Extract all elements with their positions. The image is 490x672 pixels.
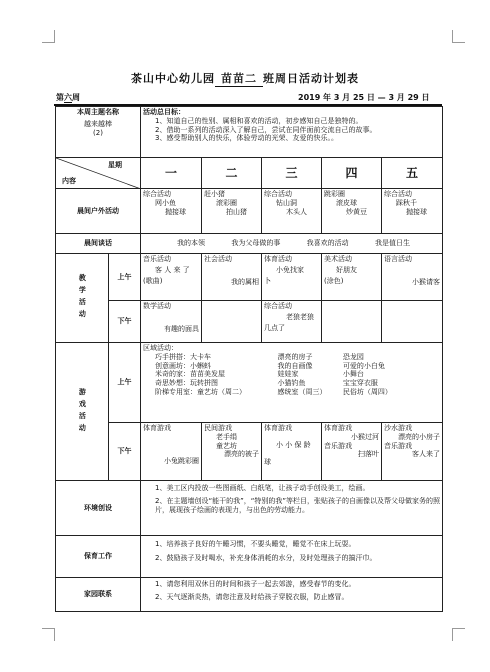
talk-cell [141, 234, 443, 254]
area-row: 巧手拼搭：大卡车 漂亮的房子 恐龙园 [155, 352, 364, 361]
care-row [56, 536, 443, 578]
pm-label: 下午 [109, 423, 141, 481]
teaching-label: 教学活动 [56, 254, 109, 343]
outdoor-cell: 综合活动 钻山洞 木头人 [262, 189, 322, 234]
class-name: 苗苗二 [215, 70, 263, 87]
game-cell: 民间游戏 老手绢 童艺坊 漂亮的被子 [202, 423, 262, 481]
teaching-cell: 社会活动 我的属相 [202, 254, 262, 301]
area-row: 创意画坊：小蝌蚪 我的自画像 可爱的小白兔 [155, 361, 385, 370]
game-cell: 体育游戏 小 小 保 龄 球 [262, 423, 322, 481]
teaching-cell [202, 301, 262, 343]
week-number: 六 [64, 93, 72, 102]
outdoor-cell: 综合活动 网小鱼 抛接球 [141, 189, 202, 234]
environment-row [56, 481, 443, 536]
area-row: 米奇的家：苗苗美发屋 娃娃家 小舞台 [155, 370, 364, 379]
day-wed: 三 [262, 158, 322, 189]
title-suffix: 班周日活动计划表 [263, 72, 359, 85]
game-cell: 体育游戏 小兔跳彩圈 [141, 423, 202, 481]
crop-mark [452, 628, 465, 641]
family-label: 家园联系 [56, 578, 141, 612]
page-title [0, 70, 490, 87]
outdoor-row [56, 189, 443, 234]
teaching-cell: 语言活动 小猴请客 [382, 254, 443, 301]
week-label: 第六周 [56, 93, 80, 102]
care-label: 保育工作 [56, 536, 141, 578]
day-header-row [56, 158, 443, 189]
care-cell: 1、培养孩子良好的午睡习惯，不要头睡觉，睡觉不在床上玩耍。 2、鼓励孩子及时喝水，补充身体消耗的水分，及时处理孩子的搞汗巾。 [141, 536, 443, 578]
goals-cell: 活动总目标： 1、知道自己的性别、属相和喜欢的活动，初步感知自己是独特的。 2、借助一系列的活动深入了解自己，尝试在同伴面前交流自己的故事。 3、感受帮助别人的快乐，体验劳动的光荣、友爱的快乐。。 [141, 107, 443, 158]
talk-item: 我的本领 [177, 239, 205, 248]
teaching-cell: 体育活动 小免找家 卜 [262, 254, 322, 301]
teaching-cell: 美术活动 好朋友 (涂色) [322, 254, 382, 301]
day-thu: 四 [322, 158, 382, 189]
theme-cell: 本周主题名称 越来越棒 (2) [56, 107, 141, 158]
talk-item: 我喜欢的活动 [306, 239, 349, 248]
area-row: 阶梯专用室：童艺坊（周二） 感统室（周三） 民俗坊（周四） [155, 387, 392, 396]
outdoor-cell: 综合活动 踩秋千 抛接球 [382, 189, 443, 234]
family-row [56, 578, 443, 612]
environment-cell: 1、美工区内投放一些图画纸、白纸笔，让孩子动手创设美工，绘画。 2、在主题墙创设“能干的我”，“特别的我”等栏目，张贴孩子的自画像以及帮父母做家务的照片，展现孩子绘画的表现力，与出色的劳动能力。 [141, 481, 443, 536]
goal-item: 2、借助一系列的活动深入了解自己，尝试在同伴面前交流自己的故事。 [155, 125, 377, 134]
outdoor-cell: 赶小猪 滚彩圈 拍山猪 [202, 189, 262, 234]
environment-label: 环境创设 [56, 481, 141, 536]
goal-item: 1、知道自己的性别、属相和喜欢的活动，初步感知自己是独特的。 [155, 116, 363, 125]
school-name: 茶山中心幼儿园 [131, 72, 215, 85]
family-cell: 1、请您利用双休日的时间和孩子一起去郊游，感受春节的变化。 2、天气逐渐炎热，请您注意及时给孩子穿脱衣服，防止感冒。 [141, 578, 443, 612]
talk-item: 我为父母做的事 [231, 239, 281, 248]
goal-item: 3、感受帮助别人的快乐，体验劳动的光荣、友爱的快乐。。 [155, 134, 338, 143]
teaching-cell [322, 301, 382, 343]
talk-item: 我是值日生 [374, 239, 410, 248]
teaching-cell: 数学活动 有趣的面具 [141, 301, 202, 343]
am-label: 上午 [109, 343, 141, 423]
outdoor-label: 晨间户外活动 [56, 189, 141, 234]
games-pm-row [56, 423, 443, 481]
outdoor-cell: 跳彩圈 滚皮球 炒黄豆 [322, 189, 382, 234]
teaching-cell: 综合活动 老狼老狼 几点了 [262, 301, 322, 343]
day-tue: 二 [202, 158, 262, 189]
am-label: 上午 [109, 254, 141, 301]
crop-mark [42, 30, 55, 43]
date-range: 2019 年 3 月 25 日 — 3 月 29 日 [298, 93, 430, 102]
games-label: 游戏活动 [56, 343, 109, 481]
teaching-pm-row [56, 301, 443, 343]
teaching-cell: 音乐活动 客 人 来 了 (歌曲) [141, 254, 202, 301]
crop-mark [42, 628, 55, 641]
pm-label: 下午 [109, 301, 141, 343]
theme-row [56, 107, 443, 158]
crop-mark [452, 30, 465, 43]
area-row: 奇思妙想：玩转拼图 小猫钓鱼 宝宝穿衣服 [155, 379, 378, 387]
talk-label: 晨间谈话 [56, 234, 141, 254]
games-am-row [56, 343, 443, 423]
diagonal-header: 星期 内容 [56, 158, 141, 189]
plan-table [55, 106, 443, 612]
day-fri: 五 [382, 158, 443, 189]
day-mon: 一 [141, 158, 202, 189]
teaching-am-row [56, 254, 443, 301]
talk-row [56, 234, 443, 254]
area-activities-cell: 区域活动： 巧手拼搭：大卡车 漂亮的房子 恐龙园 创意画坊：小蝌蚪 我的自画像 可爱的小白兔 米奇的家：苗苗美发屋 娃娃家 小舞台 奇思妙想：玩转拼图 小猫钓鱼 宝宝穿衣服 阶梯专用室：童艺坊（周二） 感统室（周三） 民俗坊（周四） [141, 343, 443, 423]
theme-name: 越来越棒 [84, 119, 112, 128]
teaching-cell [382, 301, 443, 343]
game-cell: 体育游戏 小猴过河 音乐游戏 扫落叶 [322, 423, 382, 481]
game-cell: 沙水游戏 漂亮的小房子 音乐游戏 客人来了 [382, 423, 443, 481]
